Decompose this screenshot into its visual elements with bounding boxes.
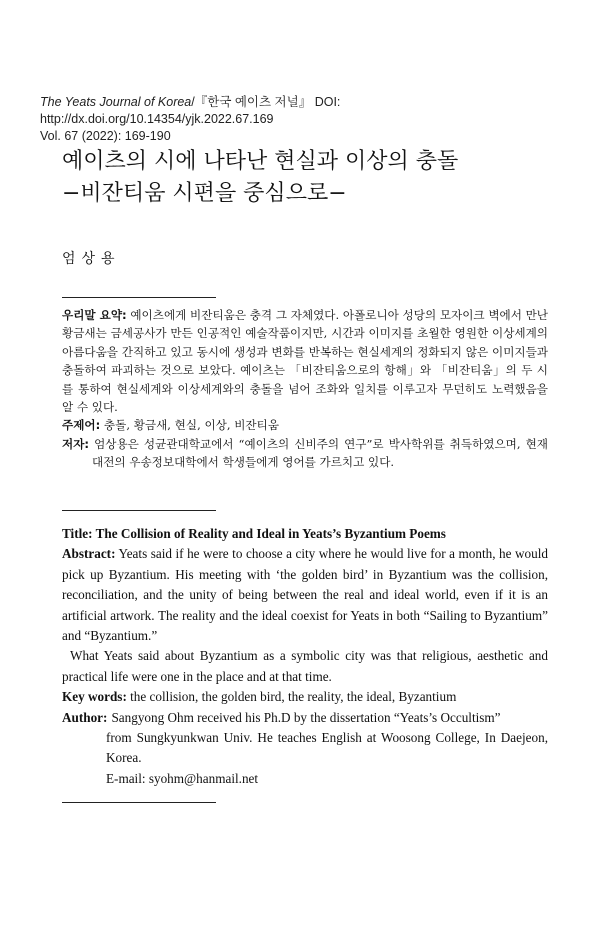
author-en-line-1: Sangyong Ohm received his Ph.D by the dissertation “Yeats’s Occultism” [111, 709, 501, 725]
journal-header [40, 94, 570, 145]
abstract-en-text-1: Yeats said if he were to choose a city where he would live for a month, he would pick up Byzantium. His meeting with ‘the golden bird’ in Byzantium was the collision, reconciliation, and the unity of being between the real and ideal world, even if it is an artificial artwork. The reality and the ideal coexist for Yeats in both “Sailing to Byzantium” and “Byzantium.” [62, 546, 548, 644]
author-en-rest: from Sungkyunkwan Univ. He teaches English at Woosong College, In Daejeon, Korea. [106, 730, 548, 766]
divider-top [62, 297, 216, 298]
author-name-ko: 엄상용 [62, 251, 121, 267]
abstract-ko [62, 306, 548, 416]
abstract-en-label: Abstract: [62, 546, 116, 562]
keywords-ko-label: 주제어: [62, 418, 101, 433]
title-line-2: −비잔티움 시편을 중심으로− [62, 181, 347, 206]
journal-citation-line [40, 94, 570, 128]
title-en [62, 524, 548, 544]
journal-volume: Vol. 67 (2022): 169-190 [40, 129, 171, 143]
author-en-label: Author: [62, 709, 108, 725]
title-en-label: Title: [62, 526, 93, 541]
journal-doi[interactable]: DOI: http://dx.doi.org/10.14354/yjk.2022.67.169 [40, 95, 341, 126]
title-en-text: The Collision of Reality and Ideal in Yeats’s Byzantium Poems [92, 526, 446, 541]
author-bio-ko [62, 435, 548, 472]
keywords-en [62, 687, 548, 707]
title-line-1: 예이츠의 시에 나타난 현실과 이상의 충돌 [62, 149, 459, 174]
keywords-en-label: Key words: [62, 689, 127, 705]
abstract-ko-label: 우리말 요약: [62, 308, 127, 322]
author-en-text [107, 708, 500, 728]
english-abstract-section [62, 524, 548, 789]
abstract-en-p2: What Yeats said about Byzantium as a symbolic city was that religious, aesthetic and practical life were one in the place and at that time. [62, 648, 548, 684]
author-bio-ko-label: 저자: [62, 436, 90, 451]
keywords-en-text: the collision, the golden bird, the reality, the ideal, Byzantium [126, 689, 457, 705]
korean-abstract-section [62, 306, 548, 472]
divider-middle [62, 510, 216, 511]
author-bio-ko-text: 엄상용은 성균관대학교에서 “예이츠의 신비주의 연구”로 박사학위를 취득하였으며, 현재 대전의 우송정보대학에서 학생들에게 영어를 가르치고 있다. [89, 436, 548, 470]
divider-bottom [62, 802, 216, 803]
abstract-ko-text: 예이츠에게 비잔티움은 충격 그 자체였다. 아폴로니아 성당의 모자이크 벽에서 만난 황금새는 금세공사가 만든 인공적인 예술작품이지만, 시간과 이미지를 초월한 영원한 이상세계의 아름다움을 간직하고 있고 동시에 생성과 변화를 반복하는 현실세계의 정화되지 않은 이미지들과 충돌하여 파괴하는 것으로 보았다. 예이츠는 「비잔티움으로의 항해」와 「비잔티움」의 두 시를 통하여 현실세계와 이상세계와의 충돌을 넘어 조화와 일치를 이루고자 무던히도 노력했음을 알 수 있다. [62, 308, 548, 415]
author-email[interactable]: E-mail: syohm@hanmail.net [106, 770, 259, 786]
paper-title-ko [62, 146, 562, 210]
keywords-ko-text: 충돌, 황금새, 현실, 이상, 비잔티움 [100, 418, 280, 433]
keywords-ko [62, 416, 548, 434]
journal-name: The Yeats Journal of Korea [40, 95, 192, 109]
abstract-en-p1 [62, 544, 548, 646]
author-en [62, 708, 548, 728]
journal-name-ko: /『한국 예이츠 저널』 [191, 95, 312, 109]
author-en-continued [62, 728, 548, 789]
